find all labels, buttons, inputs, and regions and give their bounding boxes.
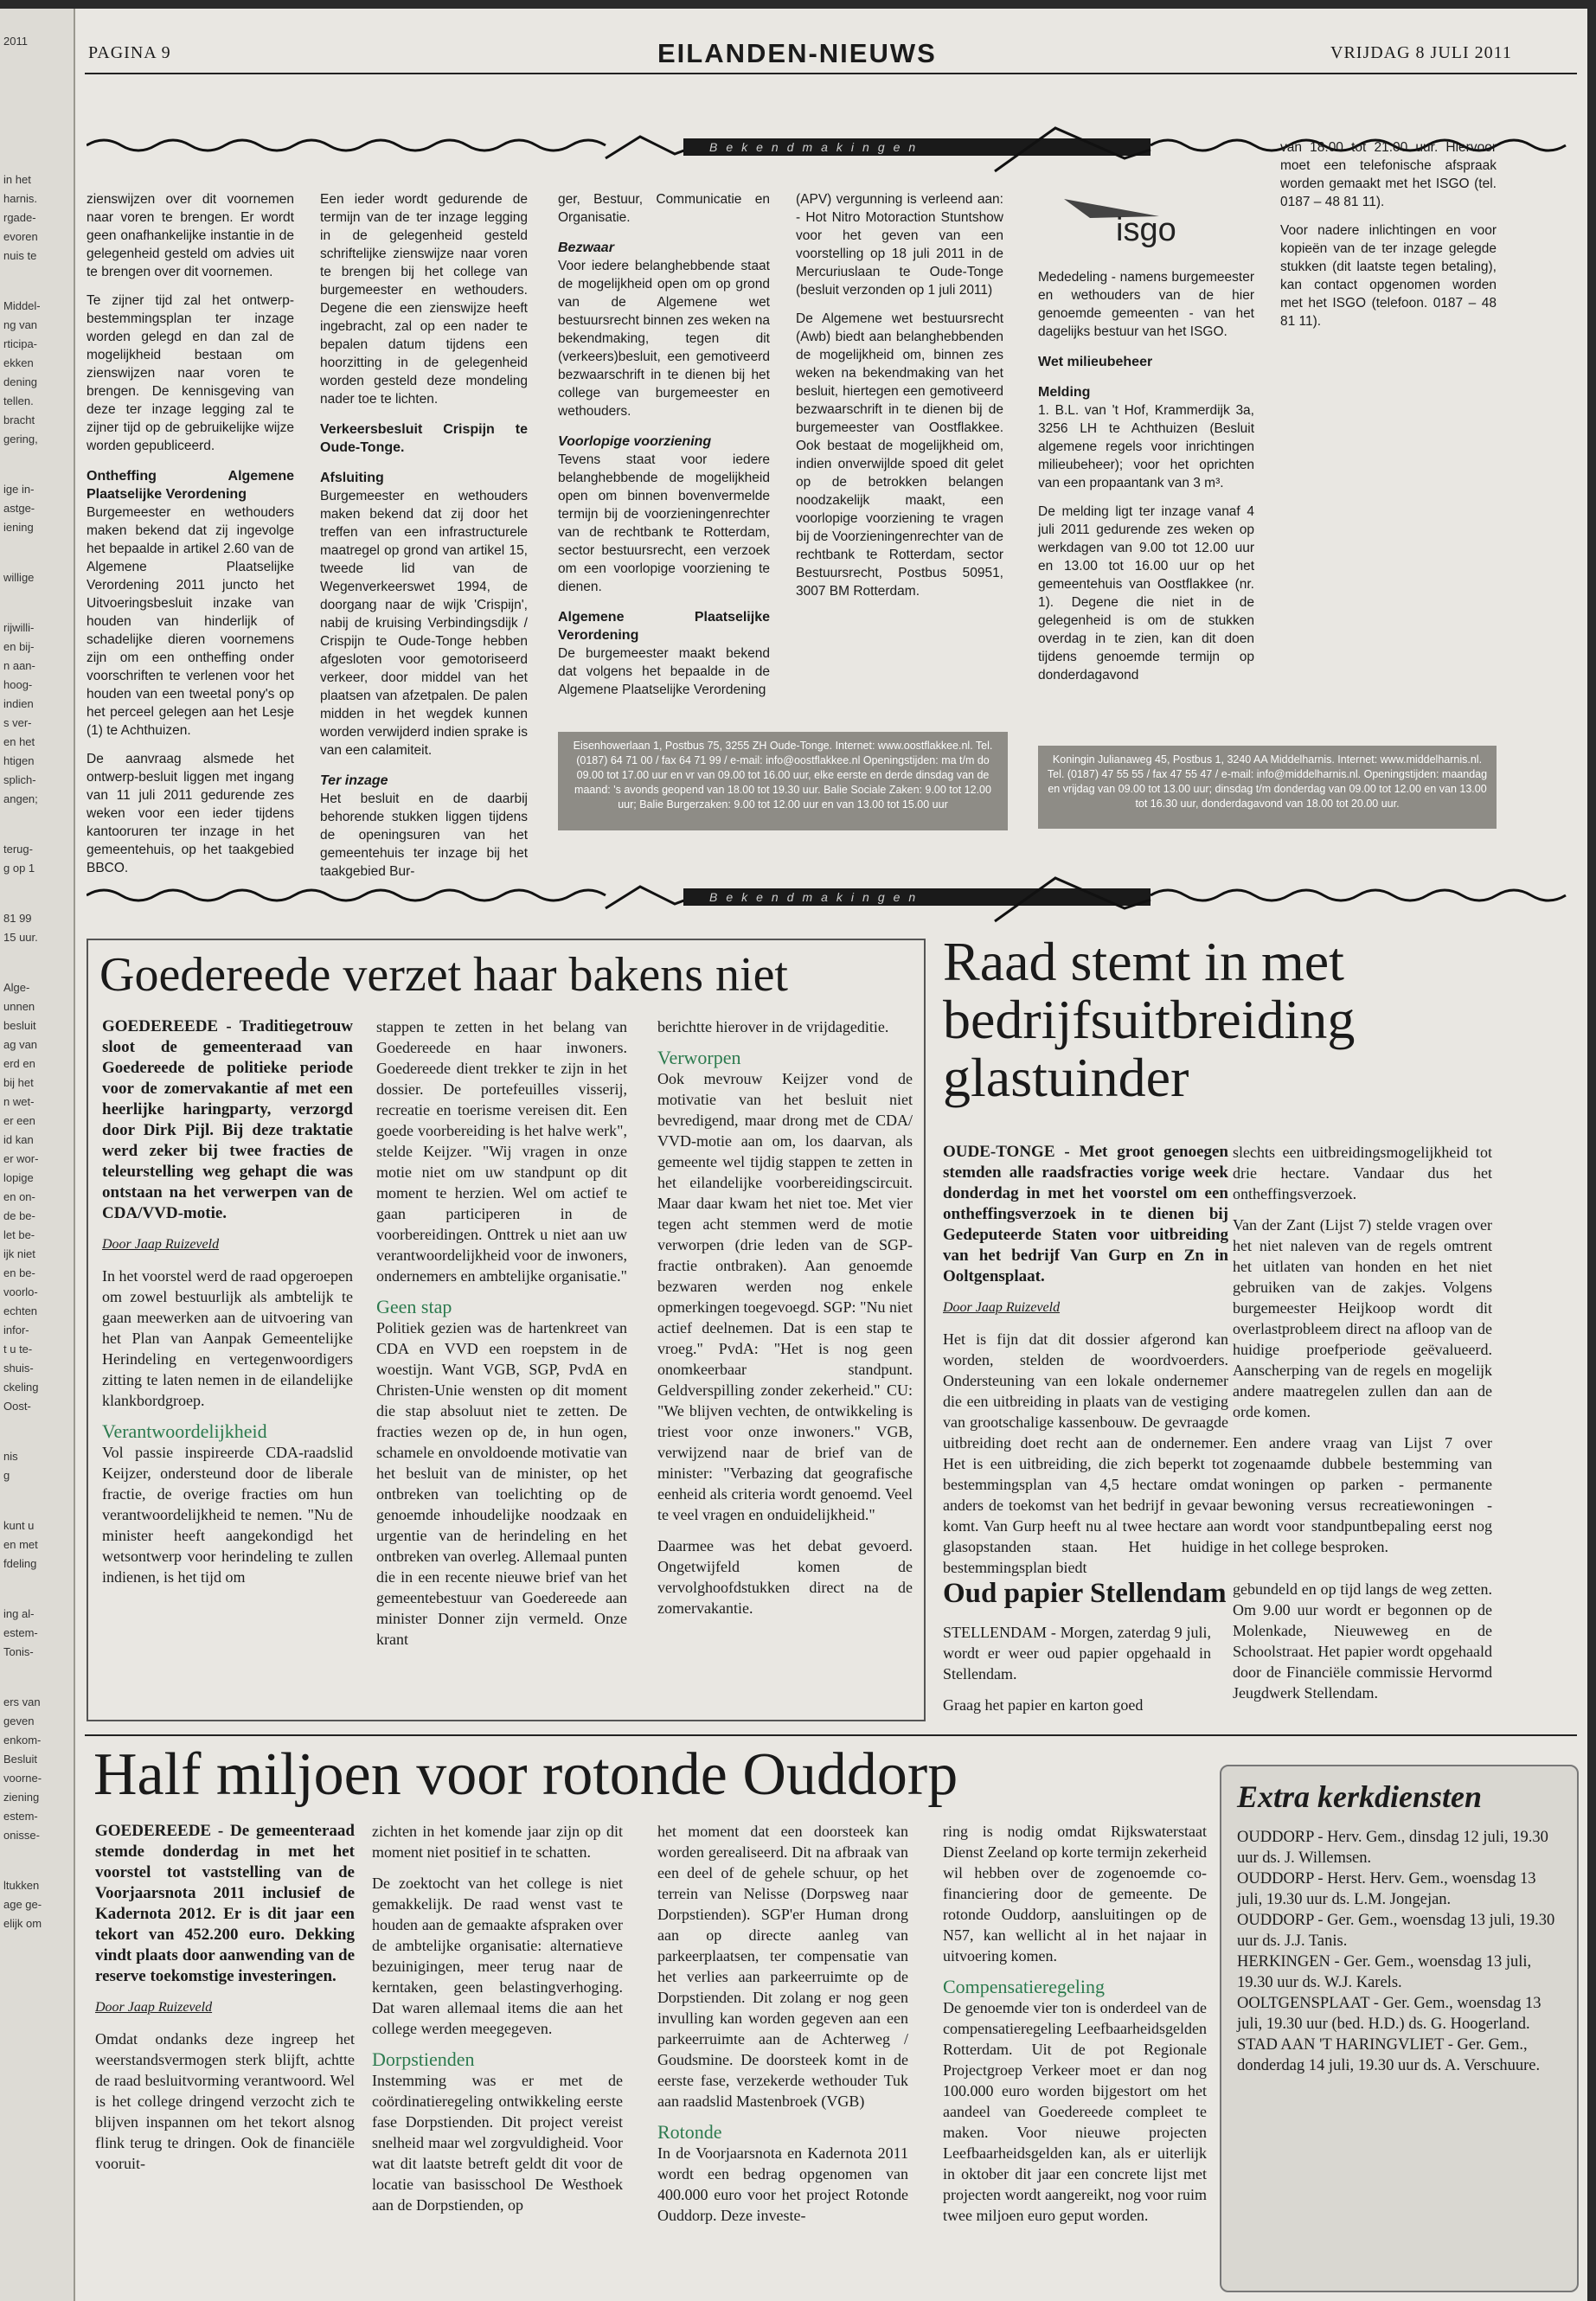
banner-bottom [87, 861, 1574, 930]
gutter-fragment: iening [3, 521, 34, 534]
gutter-fragment: rticipa- [3, 337, 38, 350]
prev-year: 2011 [3, 35, 28, 48]
gutter-fragment: lopige [3, 1171, 34, 1184]
gutter-fragment: shuis- [3, 1362, 34, 1375]
gutter-fragment: id kan [3, 1133, 34, 1146]
gutter-fragment: nuis te [3, 249, 37, 262]
notice-text: De melding ligt ter inzage vanaf 4 juli 2011 gedurende zes weken op werkdagen van 9.00 tot 12.00 uur en 13.00 tot 16.00 uur op het gemeentehuis van Oostflakkee (nr. 1). Degene die niet in de gelegenheid is om de stukken overdag in te zien, kan dit doen tijdens genoemde termijn op donderdagavond [1038, 504, 1254, 683]
issue-date: VRIJDAG 8 JULI 2011 [1330, 43, 1512, 62]
gutter-fragment: indien [3, 697, 34, 710]
notice-heading: Algemene Plaatselijke Verordening [558, 610, 770, 643]
page-number: PAGINA 9 [88, 43, 171, 62]
notice-heading: Melding [1038, 385, 1091, 400]
notice-text: Mededeling - namens burgemeester en wethouders van de hier genoemde gemeenten - van het dagelijks bestuur van het ISGO. [1038, 270, 1254, 339]
masthead: EILANDEN-NIEUWS [657, 38, 937, 68]
article-rotonde-col4 [943, 1821, 1207, 2236]
article-subhead: Compensatieregeling [943, 1976, 1105, 1997]
notice-text: van 18.00 tot 21.00 uur. Hiervoor moet een telefonische afspraak worden gemaakt met het ISGO (tel. 0187 – 48 81 11). [1280, 140, 1497, 209]
notice-text: ger, Bestuur, Communicatie en Organisatie. [558, 192, 770, 225]
banner-label: Bekendmakingen [709, 140, 925, 154]
gutter-fragment: in het [3, 173, 31, 186]
article-paragraph: ring is nodig omdat Rijkswaterstaat Dienst Zeeland op korte termijn zekerheid wil hebben over de zogenoemde co-financiering door de gemeente. De rotonde Ouddorp, aansluitingen op de N57, kan wellicht al in het najaar in uitvoering komen. [943, 1823, 1207, 1965]
newspaper-page [0, 9, 1587, 2301]
gutter-fragment: Tonis- [3, 1645, 34, 1658]
gutter-fragment: ing al- [3, 1607, 35, 1620]
section-rule [85, 1734, 1577, 1736]
article-byline: Door Jaap Ruizeveld [102, 1237, 220, 1252]
article-papier-col1 [943, 1622, 1211, 1726]
gutter-fragment: en het [3, 735, 35, 748]
article-subhead: Dorpstienden [372, 2048, 475, 2070]
gutter-fragment: voorlo- [3, 1285, 38, 1298]
article-paragraph: STELLENDAM - Morgen, zaterdag 9 juli, wordt er weer oud papier opgehaald in Stellendam. [943, 1624, 1211, 1682]
gutter-fragment: infor- [3, 1324, 29, 1336]
gutter-fragment: astge- [3, 502, 35, 515]
article-goedereede-headline: Goedereede verzet haar bakens niet [99, 948, 788, 1002]
gutter-fragment: 81 99 [3, 912, 32, 925]
article-rotonde-col1 [95, 1821, 355, 2184]
article-paragraph: slechts een uitbreidingsmogelijkheid tot drie hectare. Vandaar dus het ontheffingsverzoek. [1233, 1144, 1492, 1202]
gutter-fragment: echten [3, 1304, 38, 1317]
gutter-fragment: willige [3, 571, 35, 584]
gutter-fragment: angen; [3, 792, 38, 805]
article-paragraph: Instemming was er met de coördinatieregeling ontwikkeling eerste fase Dorpstienden. Dit project vereist snelheid maar wel zorgvuldigheid. Voor wat dit laatste betreft geldt dit voor de locatie van basisschool De Westhoek aan de Dorpstienden, op [372, 2072, 623, 2214]
gutter-fragment: estem- [3, 1810, 38, 1823]
gutter-fragment: en bij- [3, 640, 35, 653]
article-paragraph: Vol passie inspireerde CDA-raadslid Keijzer, ondersteund door de liberale fractie, de overige fracties om hun verantwoordelijkheid te nemen. "Nu de minister heeft aangekondigd het wetsontwerp voor herindeling te zullen indienen, is het tijd om [102, 1444, 353, 1586]
gutter-fragment: besluit [3, 1019, 36, 1032]
article-subhead: Verworpen [657, 1047, 741, 1068]
article-raad-col2 [1233, 1142, 1492, 1567]
kerkdiensten-title: Extra kerkdiensten [1237, 1779, 1483, 1814]
gutter-fragment: ng van [3, 318, 38, 331]
notice-heading: Bezwaar [558, 240, 614, 255]
gutter-fragment: estem- [3, 1626, 38, 1639]
gutter-fragment: erd en [3, 1057, 35, 1070]
article-paragraph: In de Voorjaarsnota en Kadernota 2011 wordt een bedrag opgenomen van 400.000 euro voor het project Rotonde Ouddorp. Deze investe- [657, 2144, 908, 2224]
article-rotonde-headline: Half miljoen voor rotonde Ouddorp [93, 1741, 958, 1808]
gutter-fragment: evoren [3, 230, 38, 243]
article-paragraph: Van der Zant (Lijst 7) stelde vragen over het niet naleven van de regels omtrent het uitlaten van honden en het niet gebruiken van de zakjes. Volgens burgemeester Heijkoop wordt dit overlastprobleem direct na afloop van de huidige proefperiode geëvalueerd. Aanscherping van de regels en mogelijk andere maatregelen zullen dan aan de orde komen. [1233, 1216, 1492, 1420]
notice-heading: Afsluiting [320, 471, 384, 485]
notice-text: Te zijner tijd zal het ontwerp-bestemmingsplan ter inzage worden gelegd en dan zal de mogelijkheid bestaan om zienswijzen naar voren te brengen. De kennisgeving van deze ter inzage legging zal te zijner tijd op de gebruikelijke wijze worden gepubliceerd. [87, 293, 294, 453]
gutter-fragment: en be- [3, 1266, 35, 1279]
gutter-fragment: 15 uur. [3, 931, 38, 944]
kerkdienst-item: HERKINGEN - Ger. Gem., woensdag 13 juli, 19.30 uur ds. W.J. Karels. [1237, 1953, 1532, 1991]
gutter-fragment: voorne- [3, 1772, 42, 1785]
gutter-fragment: ige in- [3, 483, 35, 496]
gutter-fragment: Middel- [3, 299, 41, 312]
notice-text: Burgemeester en wethouders maken bekend dat zij ingevolge het bepaalde in artikel 2.60 van de Algemene Plaatselijke Verordening 2011 juncto het Uitvoeringsbesluit inzake van houden van hinderlijk of schadelijke dieren voornemens zijn om een ontheffing onder voorschriften te verlenen voor het houden van een tweetal pony's op het perceel gelegen aan het Lesje (1) te Achthuizen. [87, 505, 294, 738]
banner-label: Bekendmakingen [709, 890, 925, 904]
previous-page-gutter [0, 9, 75, 2301]
gutter-fragment: g [3, 1469, 10, 1482]
article-paragraph: het moment dat een doorsteek kan worden gerealiseerd. Dit na afbraak van een deel of de gehele schuur, op het terrein van Nelisse (Dorpsweg naar Dorpstienden). SGP'er Human drong aan op directe aanleg van parkeerplaatsen, ter compensatie van het verlies aan parkeerruimte op de Dorpstienden. Dit zolang er nog geen invulling kan worden gegeven aan een parkeerruimte aan de Achterweg / Goudsmine. De doorsteek komt in de eerste fase, verzekerde wethouder Tuk aan raadslid Mastenbroek (VGB) [657, 1823, 908, 2110]
gutter-fragment: hoog- [3, 678, 33, 691]
notice-text: De aanvraag alsmede het ontwerp-besluit liggen met ingang van 11 juli 2011 gedurende zes weken voor een ieder tijdens kantooruren ter inzage in het gemeentehuis, op het taakgebied BBCO. [87, 752, 294, 875]
notice-heading: Voorlopige voorziening [558, 434, 712, 449]
gutter-fragment: tellen. [3, 394, 34, 407]
notice-column-5 [1038, 268, 1254, 695]
info-box-oostflakkee: Eisenhowerlaan 1, Postbus 75, 3255 ZH Oude-Tonge. Internet: www.oostflakkee.nl. Tel. (0187) 64 71 00 / fax 64 71 99 / e-mail: info@oostflakkee.nl Openingstijden: ma t/m do 09.00 tot 17.00 uur en vr van 09.00 tot 16.00 uur, elke eerste en derde dinsdag van de maand: 's avonds geopend van 18.00 tot 19.30 uur. Balie Sociale Zaken: 9.00 tot 12.00 uur; Balie Burgerzaken: 9.00 tot 12.00 uur en van 13.00 tot 15.00 uur [558, 732, 1008, 830]
gutter-fragment: age ge- [3, 1898, 42, 1911]
gutter-fragment: dening [3, 375, 38, 388]
notice-column-4 [796, 190, 1003, 611]
gutter-fragment: t u te- [3, 1343, 33, 1356]
notice-text: Burgemeester en wethouders maken bekend dat zij door het treffen van een infrastructurele maatregel op grond van artikel 15, tweede lid van de Wegenverkeerswet 1994, de doorgang naar de wijk 'Crispijn', nabij de kruising Verbindingsdijk / Crispijn te Oude-Tonge hebben afgesloten voor gemotoriseerd verkeer, door middel van het plaatsen van afzetpalen. De palen midden in het wegdek kunnen worden verwijderd indien sprake is van een calamiteit. [320, 489, 528, 758]
article-raad-col1 [943, 1142, 1228, 1588]
article-papier-headline: Oud papier Stellendam [943, 1578, 1227, 1609]
gutter-fragment: htigen [3, 754, 35, 767]
article-paragraph: Politiek gezien was de hartenkreet van CDA en VVD een roepstem in de woestijn. Want VGB, SGP, PvdA en Christen-Unie wensten op dit moment die stap absoluut niet te zetten. De fracties wezen op de, in hun ogen, schamele en onvoldoende motivatie van het besluit van de minister, op het ontbreken van toelichting op de genoemde inhoudelijke noodzaak en urgentie van de herindeling en het ontbreken van overleg. Allemaal punten die in een recente nieuwe brief van het gemeentebestuur van Goedereede aan minister Donner zijn vermeld. Onze krant [376, 1319, 627, 1648]
gutter-fragment: ekken [3, 356, 34, 369]
gutter-fragment: ziening [3, 1791, 40, 1804]
article-subhead: Rotonde [657, 2121, 722, 2143]
notice-text: Een ieder wordt gedurende de termijn van de ter inzage legging in de gelegenheid gesteld schriftelijke zienswijze naar voren te brengen bij het college van burgemeester en wethouders. Degene die een zienswijze heeft ingebracht, zal op een nader te bepalen datum tijdens een hoorzitting in de gelegenheid worden gesteld deze mondeling nader toe te lichten. [320, 192, 528, 407]
gutter-fragment: bij het [3, 1076, 34, 1089]
notice-text: Voor nadere inlichtingen en voor kopieën van de ter inzage gelegde stukken (dit laatste tegen betaling), kan contact opgenomen worden met het ISGO (telefoon. 0187 – 48 81 11). [1280, 223, 1497, 329]
article-paragraph: Daarmee was het debat gevoerd. Ongetwijfeld komen de vervolghoofdstukken direct na de zomervakantie. [657, 1537, 913, 1617]
gutter-fragment: unnen [3, 1000, 35, 1013]
notice-text: De burgemeester maakt bekend dat volgens het bepaalde in de Algemene Plaatselijke Verordening [558, 646, 770, 697]
article-lead: GOEDEREEDE - De gemeenteraad stemde donderdag in met het voorstel tot vaststelling van de Voorjaarsnota 2011 inclusief de Kadernota 2012. Er is dit jaar een tekort van 452.200 euro. Dekking vindt plaats door aanwending van de reserve toekomstige investeringen. [95, 1822, 355, 1985]
article-paragraph: De genoemde vier ton is onderdeel van de compensatieregeling Leefbaarheidsgelden Rotterdam. Uit de pot Regionale Projectgroep Verkeer moet er dan nog 100.000 euro worden bijgestort om het aandeel van Goedereede compleet te maken. Voor nieuwe projecten Leefbaarheidsgelden kan, als er uiterlijk in oktober dit jaar een concrete lijst met projecten wordt aangereikt, nog voor ruim twee miljoen euro geput worden. [943, 1999, 1207, 2224]
gutter-fragment: ltukken [3, 1879, 40, 1892]
kerkdienst-item: OUDDORP - Herv. Gem., dinsdag 12 juli, 19.30 uur ds. J. Willemsen. [1237, 1829, 1548, 1867]
gutter-fragment: er wor- [3, 1152, 39, 1165]
article-rotonde-col2 [372, 1821, 623, 2226]
notice-text: 1. B.L. van 't Hof, Krammerdijk 3a, 3256 LH te Achthuizen (Besluit algemene regels voor inrichtingen milieubeheer); voor het oprichten van een propaantank van 3 m³. [1038, 403, 1254, 490]
isgo-logo-text: isgo [1116, 212, 1176, 248]
gutter-fragment: splich- [3, 773, 36, 786]
gutter-fragment: let be- [3, 1228, 35, 1241]
article-paragraph: Het is fijn dat dit dossier afgerond kan worden, stelden de woordvoerders. Ondersteuning van een lokale ondernemer die een uitbreiding in plaats van de vestiging van grootschalige kassenbouw. De gevraagde uitbreiding doet recht aan de ondernemer. Het is een uitbreiding, die zich beperkt tot bestemmingsplan van 4,5 hectare omdat anders de toekomst van het bedrijf in gevaar komt. Van Gurp heeft nu al twee hectare aan glasopstanden staan. Het huidige bestemmingsplan biedt [943, 1330, 1228, 1576]
notice-text: Het besluit en de daarbij behorende stukken liggen tijdens de openingsuren van het gemeentehuis ter inzage bij het taakgebied Bur- [320, 792, 528, 879]
article-lead: GOEDEREEDE - Traditiegetrouw sloot de gemeenteraad van Goedereede de politieke periode voor de zomervakantie af met een heerlijke haringparty, verzorgd door Dirk Pijl. Bij deze traktatie werd zeker bij twee fracties de teleurstelling weg gehapt die was ontstaan na het verwerpen van de CDA/VVD-motie. [102, 1017, 353, 1222]
gutter-fragment: er een [3, 1114, 35, 1127]
gutter-fragment: onisse- [3, 1829, 40, 1842]
article-paragraph: Omdat ondanks deze ingreep het weerstandsvermogen sterk blijft, achtte de raad besluitvorming verantwoord. Wel is het college dringend verzocht zich te blijven inspannen om het tekort alsnog flink terug te dringen. Ook de financiële vooruit- [95, 2030, 355, 2172]
gutter-fragment: Oost- [3, 1400, 31, 1413]
extra-kerkdiensten-box [1220, 1765, 1579, 2292]
notice-text: zienswijzen over dit voornemen naar voren te brengen. Er wordt geen onafhankelijke instantie in de gelegenheid gesteld om advies uit te brengen over dit voornemen. [87, 192, 294, 279]
gutter-fragment: harnis. [3, 192, 38, 205]
article-byline: Door Jaap Ruizeveld [943, 1300, 1061, 1315]
article-paragraph: De zoektocht van het college is niet gemakkelijk. De raad wenst vast te houden aan de gemaakte afspraken over de ambtelijke organisatie: alternatieve bezuinigingen, meer terug naar de kerntaken, geen belastingverhoging. Dat waren allemaal items die aan het college werden meegegeven. [372, 1875, 623, 2037]
gutter-fragment: Alge- [3, 981, 30, 994]
gutter-fragment: de be- [3, 1209, 35, 1222]
kerkdienst-item: OUDDORP - Herst. Herv. Gem., woensdag 13 juli, 19.30 uur ds. L.M. Jongejan. [1237, 1870, 1536, 1908]
gutter-fragment: fdeling [3, 1557, 37, 1570]
gutter-fragment: ers van [3, 1695, 41, 1708]
gutter-fragment: en on- [3, 1190, 35, 1203]
gutter-fragment: Besluit [3, 1753, 38, 1766]
gutter-fragment: n wet- [3, 1095, 35, 1108]
gutter-fragment: kunt u [3, 1519, 35, 1532]
gutter-fragment: enkom- [3, 1734, 42, 1747]
kerkdienst-item: STAD AAN 'T HARINGVLIET - Ger. Gem., donderdag 14 juli, 19.30 uur ds. A. Verschuure. [1237, 2036, 1541, 2074]
article-papier-col2 [1233, 1579, 1492, 1714]
info-box-middelharnis: Koningin Julianaweg 45, Postbus 1, 3240 AA Middelharnis. Internet: www.middelharnis.nl. Tel. (0187) 47 55 55 / fax 47 55 47 / e-mail: info@middelharnis.nl. Openingstijden: maandag en vrijdag van 09.00 tot 13.00 uur; dinsdag t/m donderdag van 09.00 tot 12.00 en van 13.00 tot 16.30 uur, donderdagavond van 18.00 tot 20.00 uur. [1038, 746, 1497, 829]
kerkdienst-item: OUDDORP - Ger. Gem., woensdag 13 juli, 19.30 uur ds. J.J. Tanis. [1237, 1912, 1555, 1950]
gutter-fragment: gering, [3, 433, 38, 445]
article-paragraph: Een andere vraag van Lijst 7 over zogenaamde dubbele bestemming van woningen op parken - permanente bewoning versus recreatiewoningen - wordt voor standpuntbepaling eerst nog in het college besproken. [1233, 1434, 1492, 1555]
article-goedereede-col1 [102, 1016, 353, 1598]
gutter-fragment: nis [3, 1450, 18, 1463]
header-rule [85, 73, 1577, 74]
notice-text: De Algemene wet bestuursrecht (Awb) biedt aan belanghebbenden de mogelijkheid om, binnen zes weken na bekendmaking van het besluit, hiertegen een gemotiveerd bezwaarschrift in te dienen bij de burgemeester van Oostflakkee. Ook bestaat de mogelijkheid om, indien onverwijlde spoed dit gelet op de betrokken belangen noodzakelijk maakt, een voorlopige voorziening te vragen bij de Voorzieningenrechter van de rechtbank te Rotterdam, sector Bestuursrecht, Postbus 50951, 3007 BM Rotterdam. [796, 311, 1003, 599]
gutter-fragment: ijk niet [3, 1247, 35, 1260]
article-paragraph: Graag het papier en karton goed [943, 1696, 1144, 1714]
article-goedereede-col2 [376, 1016, 627, 1660]
gutter-fragment: ckeling [3, 1381, 39, 1394]
gutter-fragment: elijk om [3, 1917, 42, 1930]
article-paragraph: Ook mevrouw Keijzer vond de motivatie van het besluit niet bevredigend, maar drong met de CDA/ VVD-motie aan om, los daarvan, als gemeente wel tijdig stappen te zetten in het eilandelijke voorbereidingscircuit. Maar daar kwam het niet toe. Met vier tegen acht stemmen werd de motie verworpen (drie leden van de SGP-fractie ontbraken). Aan genoemde bezwaren werden nog enkele opmerkingen toegevoegd. SGP: "Nu niet actief deelnemen. Dat is een stap te vroeg." PvdA: "Het is nog geen onomkeerbaar standpunt. Geldverspilling zonder zekerheid." CU: "We blijven vechten, de ontwikkeling is triest voor onze inwoners." VGB, verwijzend naar de brief van de minister: "Verbazing dat geografische eenheid als criteria wordt genoemd. Veel te veel vragen en onduidelijkheid." [657, 1070, 913, 1523]
article-paragraph: stappen te zetten in het belang van Goedereede en haar inwoners. Goedereede dient trekker te zijn in het dossier. De portefeuilles visserij, recreatie en toerisme vereisen dit. Een goede voorbereiding is het halve werk", stelde Keijzer. "Wij vragen in onze motie niet om uw standpunt op dit moment te herzien. Wel om actief te gaan participeren in de voorbereidingen. Onttrek u niet aan uw verantwoordelijkheid voor de inwoners, ondernemers en ambtelijke organisatie." [376, 1018, 627, 1285]
gutter-fragment: rgade- [3, 211, 36, 224]
notice-heading: Wet milieubeheer [1038, 355, 1153, 369]
notice-heading: Ontheffing Algemene Plaatselijke Verordening [87, 469, 294, 502]
gutter-fragment: g op 1 [3, 862, 35, 875]
article-paragraph: In het voorstel werd de raad opgeroepen om zowel bestuurlijk als ambtelijk te gaan meewerken aan de uitvoering van het Plan van Aanpak Gemeentelijke Herindeling en vertegenwoordigers zitting te laten nemen in de eilandelijke klankbordgroep. [102, 1267, 353, 1409]
gutter-fragment: terug- [3, 843, 33, 856]
article-subhead: Verantwoordelijkheid [102, 1420, 267, 1442]
gutter-fragment: s ver- [3, 716, 32, 729]
isgo-logo [1029, 190, 1202, 251]
article-paragraph: gebundeld en op tijd langs de weg zetten. Om 9.00 uur wordt er begonnen op de Molenkade, Nieuweweg en de Schoolstraat. Het papier wordt opgehaald door de Financiële commissie Hervormd Jeugdwerk Stellendam. [1233, 1580, 1492, 1702]
notice-heading: Verkeersbesluit Crispijn te Oude-Tonge. [320, 422, 528, 455]
article-goedereede-col3 [657, 1016, 913, 1629]
notice-heading: Ter inzage [320, 773, 388, 788]
kerkdienst-item: OOLTGENSPLAAT - Ger. Gem., woensdag 13 juli, 19.30 uur (bed. H.D.) ds. G. Hoogerland. [1237, 1995, 1542, 2033]
notice-column-1 [87, 190, 294, 888]
notice-column-3 [558, 190, 770, 709]
gutter-fragment: n aan- [3, 659, 35, 672]
notice-text: Tevens staat voor iedere belanghebbende de mogelijkheid open om binnen bovenvermelde termijn bij de voorzieningenrechter van de rechtbank te Rotterdam, sector bestuursrecht, een verzoek om een voorlopige voorziening te dienen. [558, 452, 770, 594]
gutter-fragment: ag van [3, 1038, 38, 1051]
article-paragraph: zichten in het komende jaar zijn op dit moment niet positief in te schatten. [372, 1823, 623, 1861]
kerkdiensten-list [1237, 1827, 1561, 2076]
article-rotonde-col3 [657, 1821, 908, 2236]
gutter-fragment: rijwilli- [3, 621, 35, 634]
article-subhead: Geen stap [376, 1296, 452, 1317]
article-byline: Door Jaap Ruizeveld [95, 2000, 213, 2015]
notice-column-2 [320, 190, 528, 891]
gutter-fragment: en met [3, 1538, 38, 1551]
gutter-fragment: bracht [3, 413, 35, 426]
article-raad-headline: Raad stemt in met bedrijfsuitbreiding glastuinder [943, 931, 1356, 1109]
notice-text: Voor iedere belanghebbende staat de mogelijkheid open om op grond van de Algemene wet bestuursrecht binnen zes weken na bekendmaking, tegen dit (verkeers)besluit, een gemotiveerd bezwaarschrift in te dienen bij het college van burgemeester en wethouders. [558, 259, 770, 419]
article-paragraph: berichtte hierover in de vrijdageditie. [657, 1018, 889, 1035]
gutter-fragment: geven [3, 1715, 35, 1727]
notice-column-6 [1280, 138, 1497, 341]
article-lead: OUDE-TONGE - Met groot genoegen stemden alle raadsfracties vorige week donderdag in met het voorstel om een ontheffingsverzoek in te dienen bij Gedeputeerde Staten voor uitbreiding van het bedrijf Van Gurp en Zn in Ooltgensplaat. [943, 1143, 1228, 1285]
notice-text: (APV) vergunning is verleend aan: - Hot Nitro Motoraction Stuntshow voor het geven van een voorstelling op 18 juli 2011 in de Mercuriuslaan te Oude-Tonge (besluit verzonden op 1 juli 2011) [796, 192, 1003, 298]
